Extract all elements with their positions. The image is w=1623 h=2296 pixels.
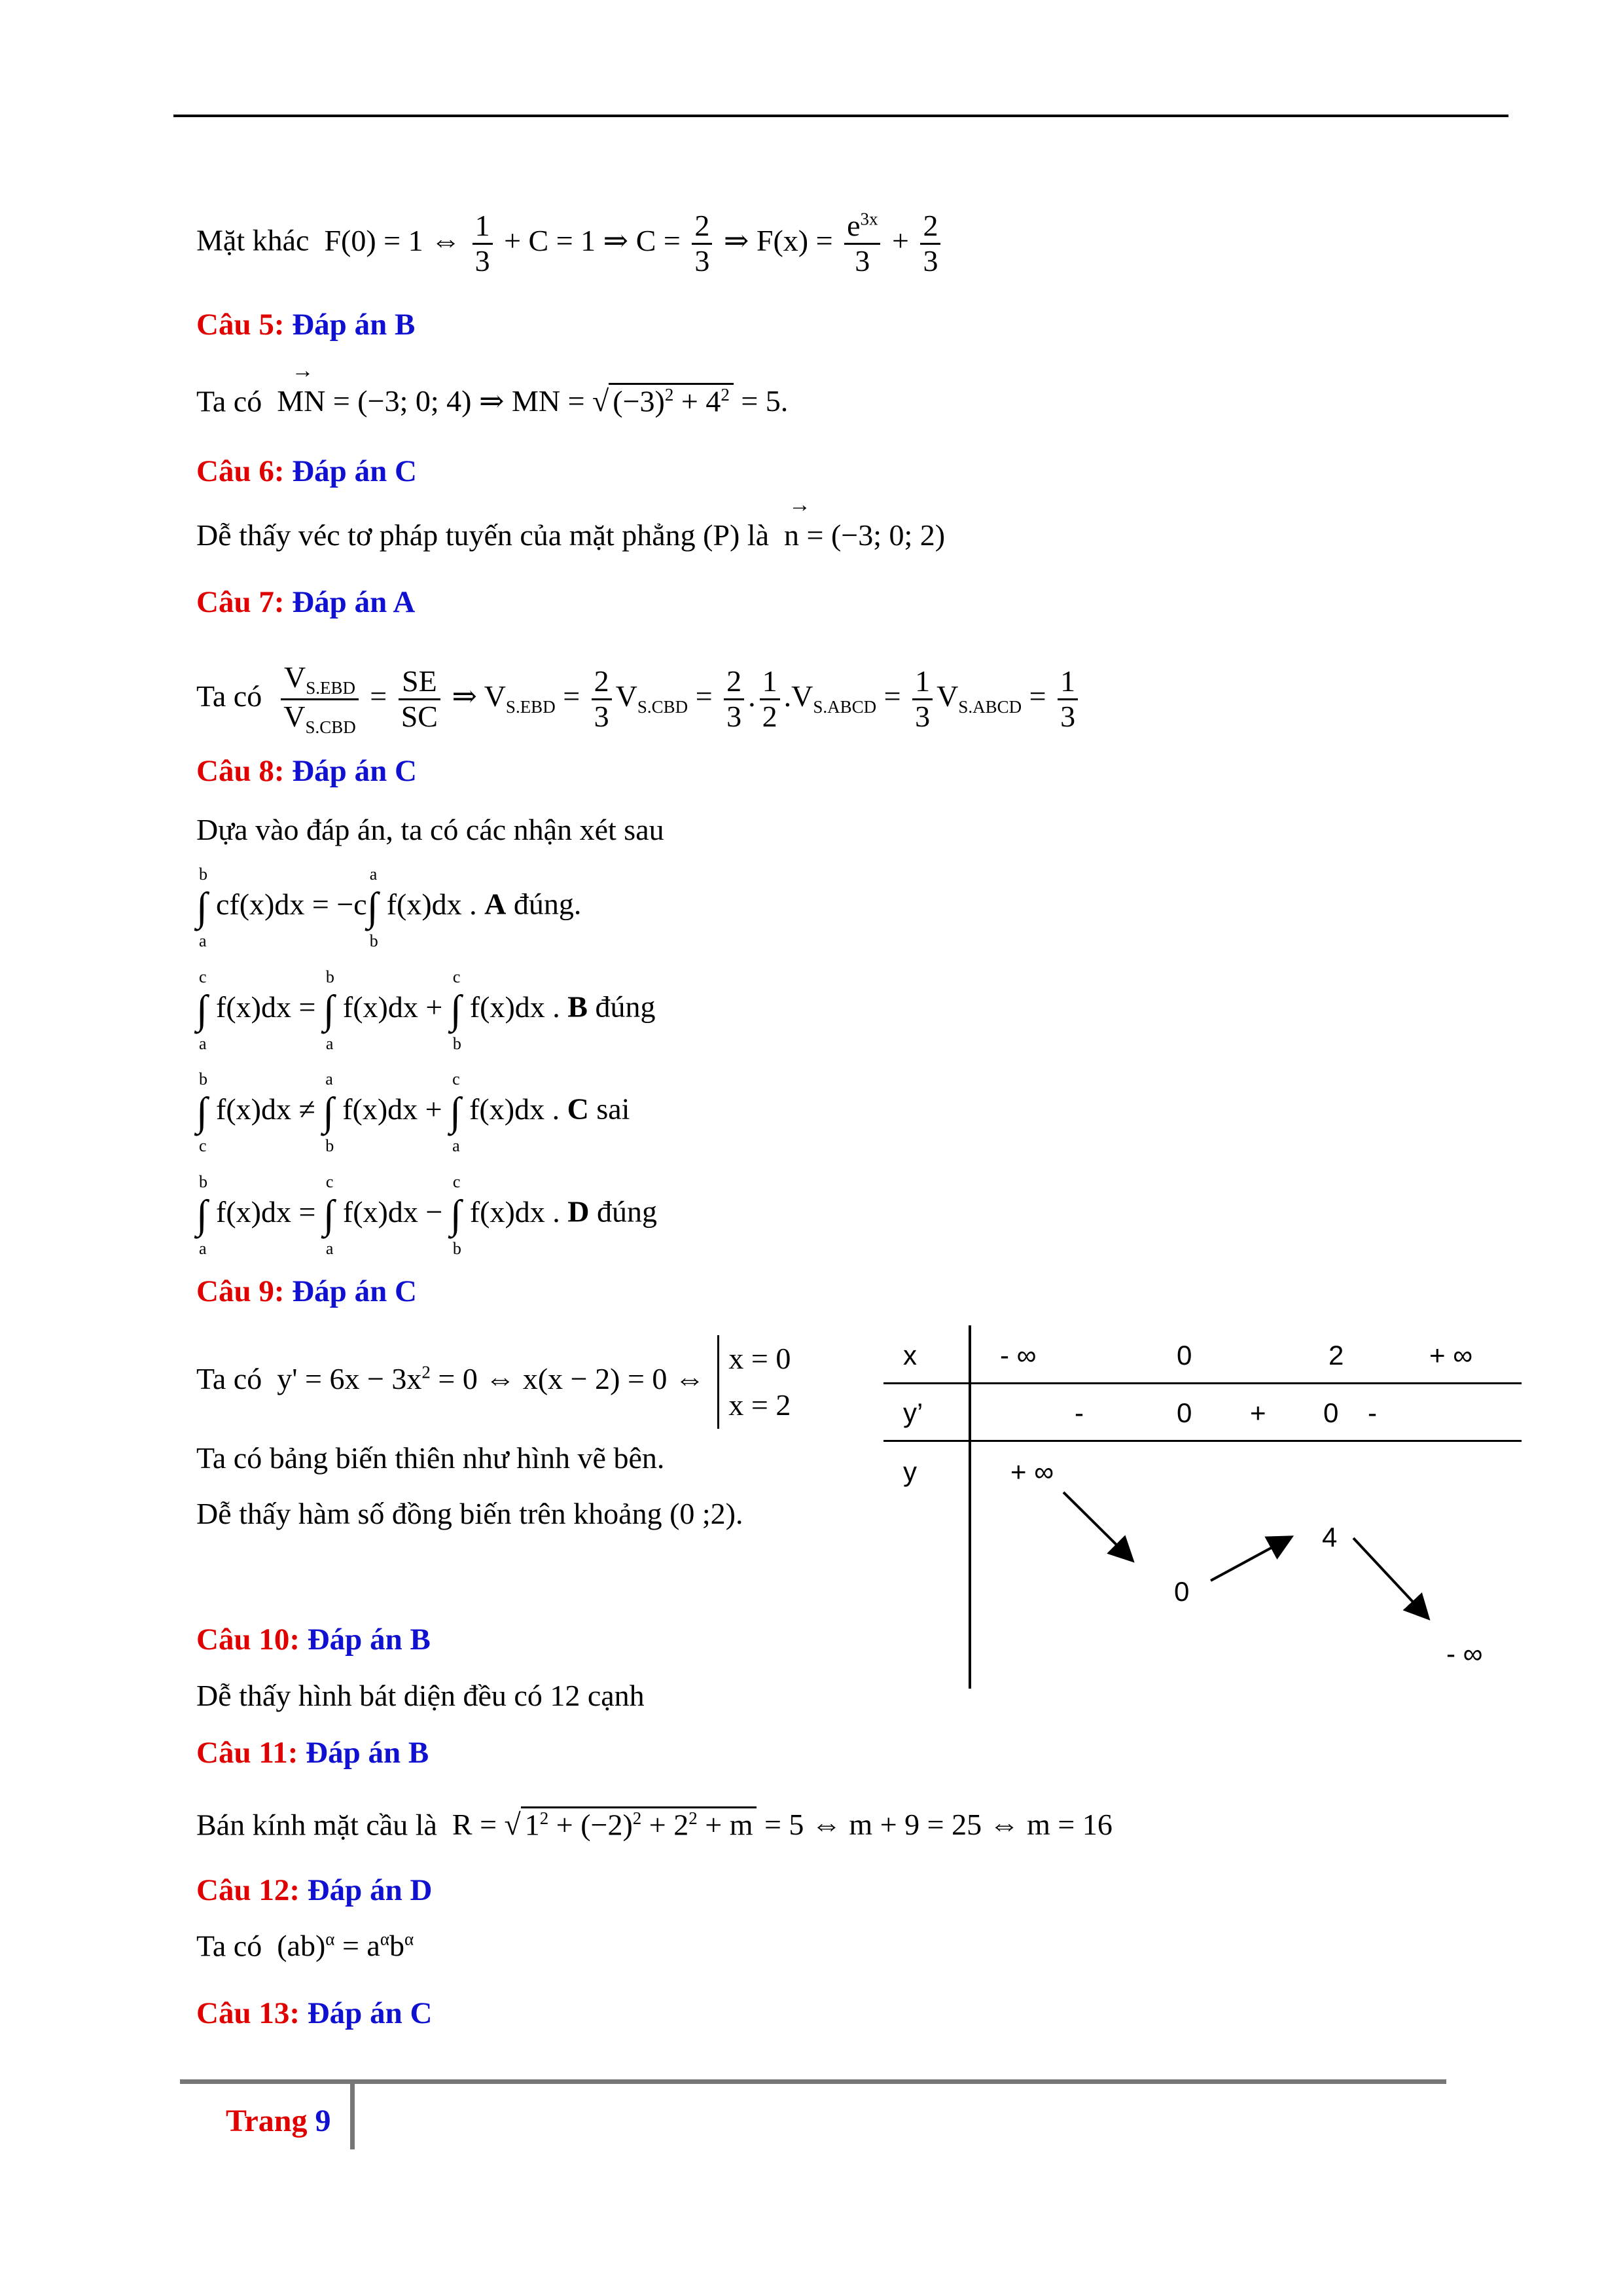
line-q11: Bán kính mặt cầu là R = √ $1^2 + (-2)^2 + 2^2 + m = 5$ ⇔ m + 9 = 25 ⇔ m = 16 [196, 1806, 1113, 1840]
variation-arrows [883, 1325, 1522, 1689]
yp-zero-2: 0 [1323, 1397, 1339, 1428]
y-min: 0 [1174, 1576, 1190, 1607]
question-6-answer: Đáp án C [292, 454, 417, 488]
question-7-answer: Đáp án A [292, 585, 416, 619]
header-rule [173, 115, 1508, 117]
line-q10: Dễ thấy hình bát diện đều có 12 cạnh [196, 1679, 645, 1712]
yp-minus-1: - [1075, 1397, 1084, 1428]
question-10-heading: Câu 10: Đáp án B [196, 1623, 431, 1657]
question-9-answer: Đáp án C [292, 1274, 417, 1308]
formula-volume: $V_{S.EBD}$ $V_{S.CBD}$ = $\frac{SE}{SC}$ ⇒ $V_{S.EBD}$ = $\frac{2}{3}$ $V_{S.CBD}$ = $\frac{2}{3}$ . $\frac{1}{2}$ $.V_{S.ABCD}$ = $\frac{1}{3}$ $V_{S.ABCD}$ = $\frac{1}{3}$ [270, 679, 1082, 713]
row-label-x: x [903, 1340, 917, 1371]
line-q5 [196, 383, 788, 416]
x-pos-inf: + ∞ [1429, 1340, 1473, 1371]
y-max: 4 [1322, 1522, 1338, 1552]
line-q8-intro [196, 815, 664, 845]
line-q9-conclusion: Dễ thấy hàm số đồng biến trên khoảng (0 ;2). [196, 1497, 743, 1530]
line-q8-d: ∫ b a f(x)dx = ∫ c a f(x)dx − ∫ c b f(x)dx . D đúng [196, 1172, 658, 1258]
arrow-decrease-2 [1353, 1538, 1427, 1617]
x-two: 2 [1329, 1340, 1344, 1371]
line-q9-derivative [196, 1335, 791, 1429]
formula-radius: R = √ $1^2 + (-2)^2 + 2^2 + m = 5$ ⇔ m + 9 = 25 ⇔ m = 16 [444, 1808, 1112, 1841]
page-number: Trang 9 [226, 2104, 331, 2138]
formula-8c: ∫ b c f(x)dx ≠ ∫ a b f(x)dx + ∫ c a f(x)dx . [196, 1069, 560, 1155]
question-11-answer: Đáp án B [306, 1736, 429, 1770]
question-8-answer: Đáp án C [292, 754, 417, 788]
question-10-answer: Đáp án B [307, 1623, 431, 1657]
yp-zero-1: 0 [1177, 1397, 1192, 1428]
line-q6 [196, 520, 945, 550]
formula-MN: → MN = (−3; 0; 4) ⇒ MN = √ $(-3)^2 + 4^2 = 5$. [270, 384, 789, 418]
variation-table [883, 1325, 1522, 1689]
text-ta-co-7: Ta có [196, 679, 262, 713]
formula-derivative: $y' = 6x - 3x^2 = 0$ ⇔ x(x − 2) = 0 ⇔ x = 0 x = 2 [270, 1362, 791, 1395]
line-q9-table-note: Ta có bảng biến thiên như hình vẽ bên. [196, 1441, 665, 1475]
y-neg-inf: - ∞ [1446, 1638, 1483, 1669]
line-mat-khac [196, 209, 944, 278]
text-mat-khac: Mặt khác [196, 223, 310, 257]
line-q7 [196, 661, 1082, 738]
question-13-heading: Câu 13: Đáp án C [196, 1996, 433, 2030]
text-dua-vao: Dựa vào đáp án, ta có các nhận xét sau [196, 813, 664, 846]
y-pos-inf: + ∞ [1010, 1456, 1054, 1487]
line-q12: Ta có $(ab)^\alpha = a^\alpha b^\alpha$ [196, 1929, 414, 1963]
footer-divider [350, 2084, 355, 2149]
line-q8-b: ∫ c a f(x)dx = ∫ b a f(x)dx + ∫ c b f(x)dx . B đúng [196, 967, 656, 1053]
yp-minus-2: - [1368, 1397, 1377, 1428]
formula-8d: ∫ b a f(x)dx = ∫ c a f(x)dx − ∫ c b f(x)dx . [196, 1172, 560, 1258]
question-12-heading: Câu 12: Đáp án D [196, 1873, 433, 1907]
arrow-increase [1211, 1538, 1289, 1581]
line-q8-c: ∫ b c f(x)dx ≠ ∫ a b f(x)dx + ∫ c a f(x)dx . C sai [196, 1069, 630, 1155]
text-vec-to: Dễ thấy véc tơ pháp tuyến của mặt phẳng (P) là [196, 518, 770, 552]
formula-8a: ∫ b a cf(x)dx = −c∫ a b f(x)dx . [196, 865, 477, 950]
formula-normal-vector: → n = (−3; 0; 2) [777, 518, 946, 552]
arrow-decrease-1 [1063, 1492, 1131, 1559]
yp-plus: + [1250, 1397, 1266, 1428]
question-9-heading: Câu 9: Đáp án C [196, 1274, 417, 1308]
formula-power: $(ab)^\alpha = a^\alpha b^\alpha$ [269, 1929, 414, 1963]
question-12-answer: Đáp án D [307, 1873, 433, 1907]
x-neg-inf: - ∞ [1000, 1340, 1037, 1371]
question-5-heading: Câu 5: Đáp án B [196, 308, 416, 342]
question-11-heading: Câu 11: Đáp án B [196, 1736, 429, 1770]
row-label-y: y [903, 1456, 917, 1487]
question-5-answer: Đáp án B [292, 308, 416, 342]
x-zero: 0 [1177, 1340, 1192, 1371]
text-ta-co: Ta có [196, 384, 262, 418]
text-ta-co-9: Ta có [196, 1361, 262, 1395]
question-7-heading: Câu 7: Đáp án A [196, 585, 416, 619]
formula-F0: F(0) = 1 ⇔ $\frac{1}{3}$ + C = 1 ⇒ C = $\frac{2}{3}$ ⇒ F(x) = $\frac{e^{3x}}{3}$ + $\frac{2}{3}$ [317, 224, 945, 257]
footer-rule [180, 2079, 1446, 2084]
question-6-heading: Câu 6: Đáp án C [196, 454, 417, 488]
question-8-heading: Câu 8: Đáp án C [196, 754, 417, 788]
formula-8b: ∫ c a f(x)dx = ∫ b a f(x)dx + ∫ c b f(x)dx . [196, 967, 560, 1053]
line-q8-a: ∫ b a cf(x)dx = −c∫ a b f(x)dx . A đúng. [196, 865, 582, 950]
question-13-answer: Đáp án C [307, 1996, 433, 2030]
row-label-yp: y’ [903, 1397, 923, 1428]
